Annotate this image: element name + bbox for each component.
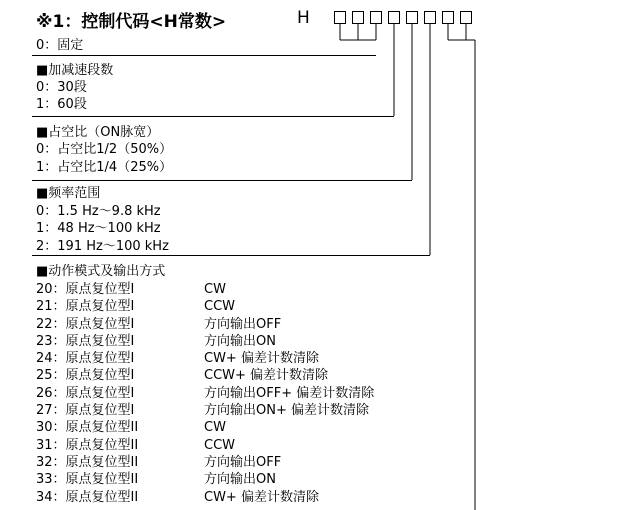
mode-output: CCW	[204, 299, 236, 315]
mode-output: CW+ 偏差计数清除	[204, 351, 319, 367]
mode-row	[36, 298, 374, 315]
mode-row	[36, 350, 374, 367]
mode-row	[36, 367, 374, 384]
mode-code: 33：原点复位型II	[36, 472, 139, 488]
mode-output: 方向输出ON+ 偏差计数清除	[204, 403, 369, 419]
mode-code: 31：原点复位型II	[36, 437, 139, 453]
mode-code: 22：原点复位型I	[36, 316, 135, 332]
mode-code: 23：原点复位型I	[36, 333, 135, 349]
mode-output: 方向输出ON	[204, 472, 276, 488]
mode-code: 30：原点复位型II	[36, 420, 139, 436]
mode-code: 26：原点复位型I	[36, 385, 135, 401]
fixed-underline	[32, 55, 376, 56]
accel-underline	[32, 116, 394, 117]
mode-row	[36, 419, 374, 436]
duty-underline	[32, 180, 412, 181]
h-prefix-label: H	[297, 8, 310, 28]
mode-output: 方向输出OFF+ 偏差计数清除	[204, 385, 375, 401]
mode-row	[36, 402, 374, 419]
mode-row	[36, 471, 374, 488]
mode-code: 32：原点复位型II	[36, 454, 139, 470]
accel-option-0: 0：30段	[36, 80, 87, 95]
mode-row	[36, 281, 374, 298]
mode-code: 20：原点复位型I	[36, 282, 135, 297]
duty-option-0: 0：占空比1/2（50%）	[36, 142, 173, 157]
mode-output: CCW+ 偏差计数清除	[204, 368, 329, 384]
modes-title: ■动作模式及输出方式	[36, 264, 166, 279]
page-title: ※1：控制代码<H常数>	[36, 12, 227, 32]
mode-output: CW	[204, 282, 226, 297]
freq-option-2: 2：191 Hz～100 kHz	[36, 239, 169, 254]
mode-code: 25：原点复位型I	[36, 368, 135, 384]
mode-row	[36, 316, 374, 333]
mode-row	[36, 454, 374, 471]
mode-code: 34：原点复位型II	[36, 489, 139, 505]
accel-option-1: 1：60段	[36, 97, 87, 112]
mode-output: CW+ 偏差计数清除	[204, 489, 319, 505]
mode-code: 24：原点复位型I	[36, 351, 135, 367]
mode-row	[36, 385, 374, 402]
mode-output: CW	[204, 420, 226, 436]
freq-option-1: 1：48 Hz～100 kHz	[36, 221, 161, 236]
mode-output: 方向输出OFF	[204, 454, 282, 470]
duty-option-1: 1：占空比1/4（25%）	[36, 160, 173, 175]
mode-code: 27：原点复位型I	[36, 403, 135, 419]
mode-row	[36, 333, 374, 350]
mode-row	[36, 489, 374, 506]
freq-underline	[32, 255, 430, 256]
mode-row	[36, 437, 374, 454]
accel-title: ■加减速段数	[36, 63, 114, 78]
freq-title: ■频率范围	[36, 186, 101, 201]
mode-output: 方向输出OFF	[204, 316, 282, 332]
freq-option-0: 0：1.5 Hz～9.8 kHz	[36, 204, 161, 219]
mode-output: CCW	[204, 437, 236, 453]
duty-title: ■占空比（ON脉宽）	[36, 125, 160, 140]
mode-code: 21：原点复位型I	[36, 299, 135, 315]
modes-list	[36, 281, 374, 506]
mode-output: 方向输出ON	[204, 333, 276, 349]
fixed-line: 0：固定	[36, 38, 84, 53]
